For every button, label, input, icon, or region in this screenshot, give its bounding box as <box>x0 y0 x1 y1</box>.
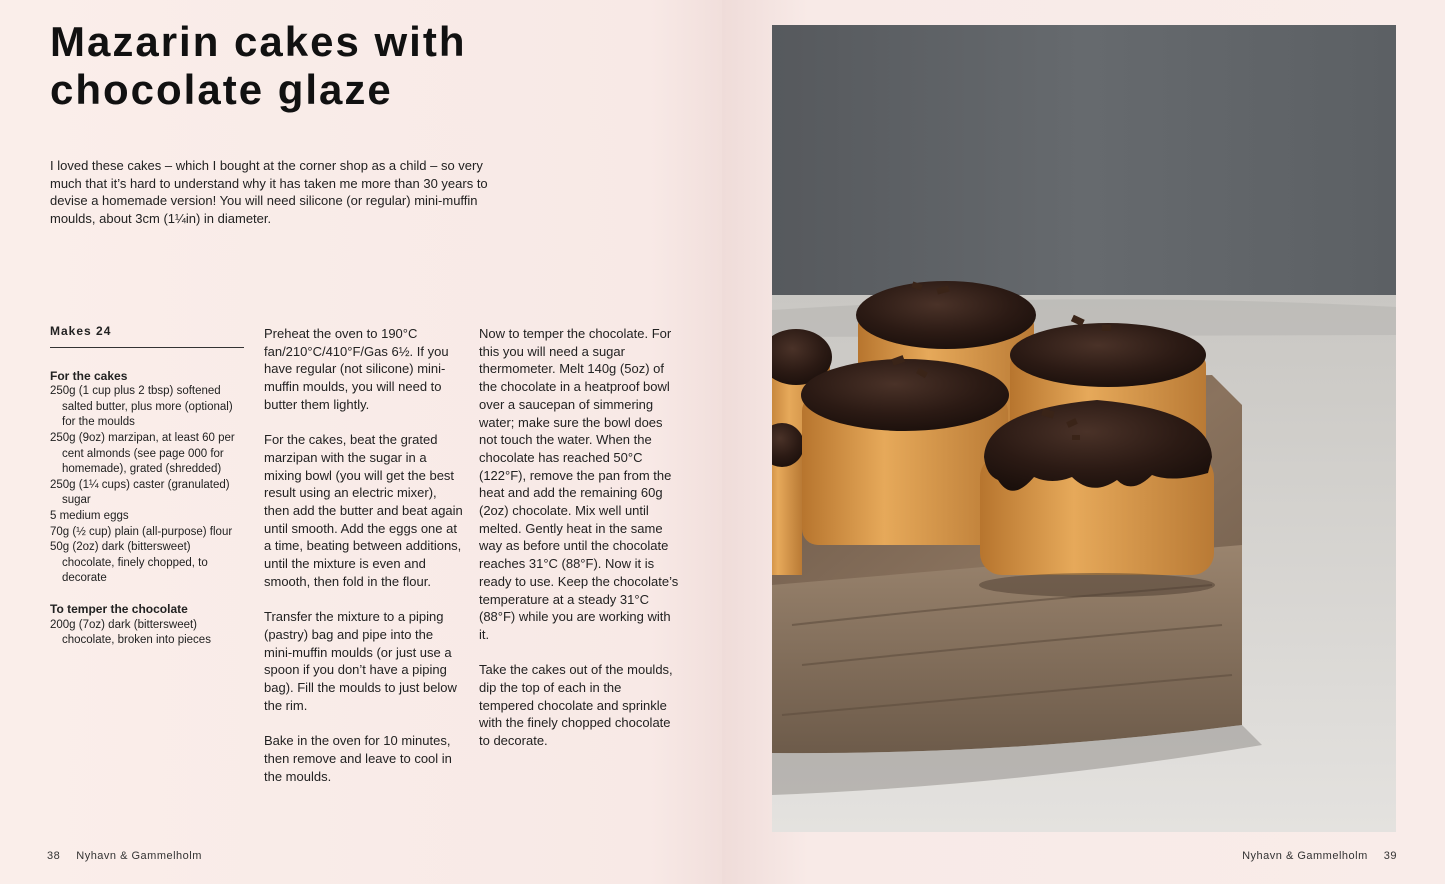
method-step: Transfer the mixture to a piping (pastry) bag and pipe into the mini-muffin moulds (or just use a spoon if you don’t have a piping bag). Fill the moulds to just below the rim. <box>264 609 457 713</box>
ingredients-heading-temper: To temper the chocolate <box>50 601 188 616</box>
footer-right <box>1242 850 1397 862</box>
ingredient-item: 5 medium eggs <box>50 509 129 522</box>
ingredient-item: 200g (7oz) dark (bittersweet) chocolate, broken into pieces <box>50 618 211 647</box>
mazarin-cakes-illustration <box>772 25 1396 832</box>
page-number-right: 39 <box>1383 850 1397 862</box>
book-title-left: Nyhavn & Gammelholm <box>76 850 202 862</box>
ingredients-list-cakes <box>50 384 244 587</box>
footer-left <box>47 850 202 862</box>
method-step: Take the cakes out of the moulds, dip the top of each in the tempered chocolate and sprinkle with the finely chopped chocolate to decorate. <box>479 662 673 749</box>
left-page <box>0 0 722 884</box>
page-number-left: 38 <box>47 850 61 862</box>
cake-middle-left <box>772 423 804 575</box>
cake-middle-center <box>801 359 1009 545</box>
ingredients-list-temper <box>50 618 244 649</box>
book-title-right: Nyhavn & Gammelholm <box>1242 850 1368 862</box>
ingredient-item: 250g (1¼ cups) caster (granulated) sugar <box>50 478 230 507</box>
method-step: Preheat the oven to 190°C fan/210°C/410°F/Gas 6½. If you have regular (not silicone) mini-muffin moulds, you will need to butter them lightly. <box>264 326 449 412</box>
recipe-title: Mazarin cakes with chocolate glaze <box>50 18 467 113</box>
method-step: Now to temper the chocolate. For this you will need a sugar thermometer. Melt 140g (5oz) of the chocolate in a heatproof bowl over a saucepan of simmering water; make sure the bowl does not touch the water. When the chocolate has reached 50°C (122°F), remove the pan from the heat and add the remaining 60g (2oz) chocolate. Mix well until melted. Gently heat in the same way as before until the chocolate reaches 31°C (88°F). Now it is ready to use. Keep the chocolate’s temperature at a steady 31°C (88°F) while you are working with it. <box>479 326 679 642</box>
ingredients-heading-cakes: For the cakes <box>50 368 128 383</box>
ingredients-column <box>50 324 244 664</box>
ingredient-item: 250g (1 cup plus 2 tbsp) softened salted butter, plus more (optional) for the moulds <box>50 385 233 429</box>
method-step: For the cakes, beat the grated marzipan with the sugar in a mixing bowl (you will get the best result using an electric mixer), then add the butter and beat again until smooth. Add the eggs one at a time, beating between additions, until the mixture is even and smooth, then fold in the flour. <box>264 432 463 589</box>
ingredient-item: 50g (2oz) dark (bittersweet) chocolate, finely chopped, to decorate <box>50 541 208 585</box>
method-column-1 <box>264 325 464 803</box>
ingredient-item: 70g (½ cup) plain (all-purpose) flour <box>50 525 233 538</box>
ingredient-item: 250g (9oz) marzipan, at least 60 per cent almonds (see page 000 for homemade), grated (shredded) <box>50 431 235 476</box>
recipe-intro: I loved these cakes – which I bought at the corner shop as a child – so very much that it’s hard to understand why it has taken me more than 30 years to devise a homemade version! You will need silicone (or regular) mini-muffin moulds, about 3cm (1¼in) in diameter. <box>50 158 488 227</box>
yield-label: Makes 24 <box>50 324 244 348</box>
cake-front-right <box>979 400 1215 597</box>
method-step: Bake in the oven for 10 minutes, then remove and leave to cool in the moulds. <box>264 733 452 784</box>
method-column-2 <box>479 325 679 768</box>
recipe-photo <box>772 25 1396 832</box>
